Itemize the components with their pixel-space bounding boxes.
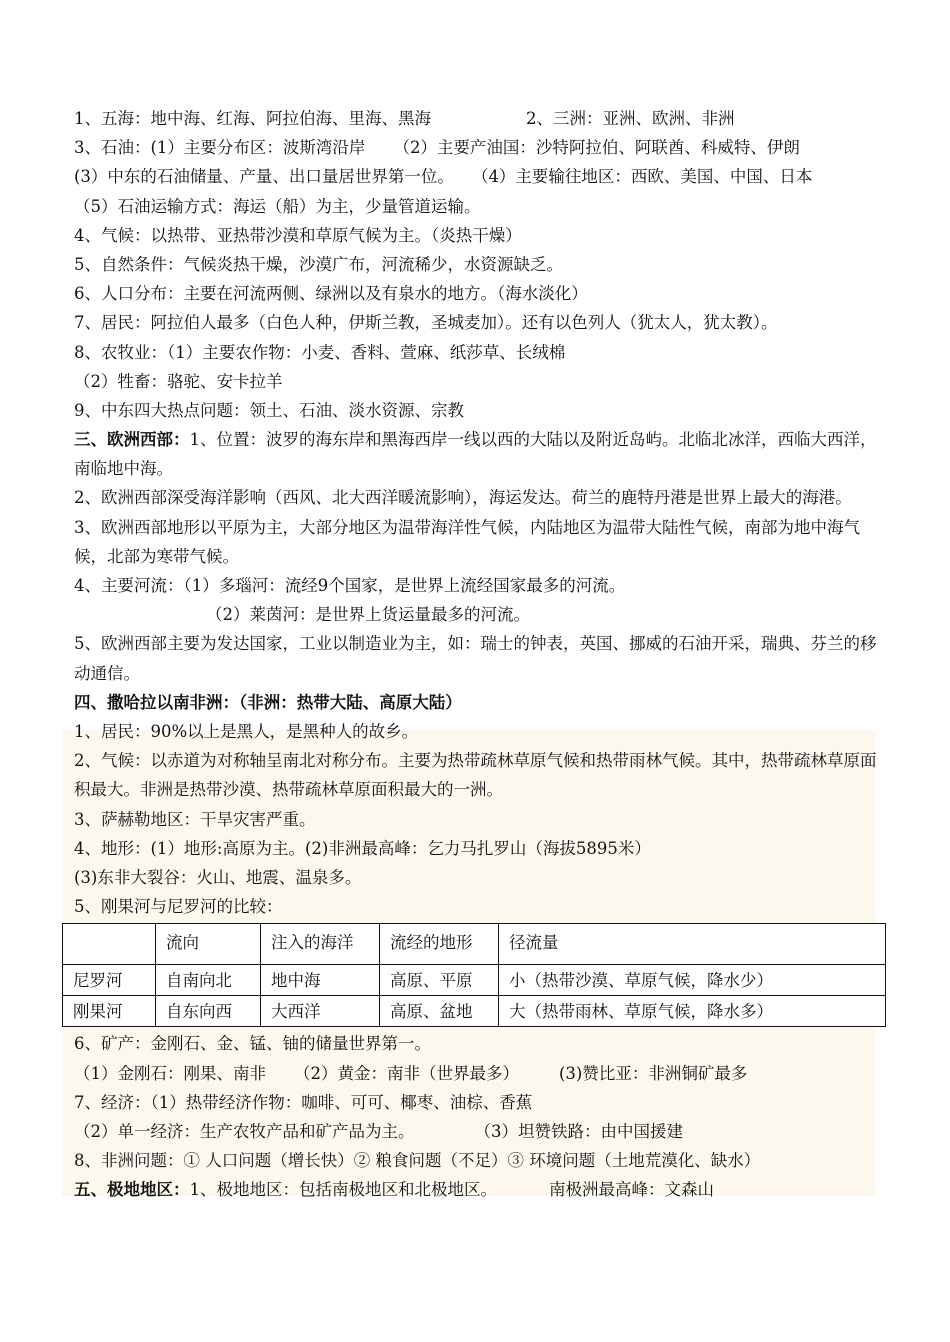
africa-economy: 7、经济：（1）热带经济作物：咖啡、可可、椰枣、油棕、香蕉 bbox=[74, 1092, 533, 1112]
europe-terrain: 3、欧洲西部地形以平原为主，大部分地区为温带海洋性气候，内陆地区为温带大陆性气候，南部为地中海气候，北部为寒带气候。 bbox=[74, 517, 860, 566]
climate: 4、气候：以热带、亚热带沙漠和草原气候为主。（炎热干燥） bbox=[74, 225, 522, 245]
table-row bbox=[63, 965, 886, 996]
line-minerals-detail bbox=[74, 1059, 886, 1088]
antarctic-peak: 南极洲最高峰：文森山 bbox=[549, 1180, 714, 1200]
africa-problems: 8、非洲问题：① 人口问题（增长快）② 粮食问题（不足）③ 环境问题（土地荒漠化、缺水） bbox=[74, 1151, 761, 1171]
line-oil-2 bbox=[74, 162, 886, 191]
three-continents: 2、三洲：亚洲、欧洲、非洲 bbox=[526, 109, 735, 128]
table-header-row bbox=[63, 924, 886, 965]
table-cell: 尼罗河 bbox=[63, 965, 156, 996]
africa-minerals: 6、矿产：金刚石、金、锰、铀的储量世界第一。 bbox=[74, 1034, 431, 1054]
oil-distribution: 3、石油：(1）主要分布区：波斯湾沿岸 bbox=[74, 138, 366, 158]
table-cell: 刚果河 bbox=[63, 996, 156, 1027]
sahel: 3、萨赫勒地区：干旱灾害严重。 bbox=[74, 809, 316, 829]
line-oil-1 bbox=[74, 133, 886, 162]
table-cell: 大（热带雨林、草原气候，降水多） bbox=[499, 996, 886, 1027]
agriculture: 8、农牧业：（1）主要农作物：小麦、香料、萱麻、纸莎草、长绒棉 bbox=[74, 342, 566, 362]
gold: （2）黄金：南非（世界最多） bbox=[294, 1063, 519, 1083]
table-cell: 地中海 bbox=[261, 965, 380, 996]
table-cell: 高原、平原 bbox=[380, 965, 499, 996]
europe-location: 1、位置：波罗的海东岸和黑海西岸一线以西的大陆以及附近岛屿。北临北冰洋，西临大西洋，南临地中海。 bbox=[74, 430, 877, 479]
population: 6、人口分布：主要在河流两侧、绿洲以及有泉水的地方。（海水淡化） bbox=[74, 284, 588, 304]
residents: 7、居民：阿拉伯人最多（白色人种，伊斯兰教，圣城麦加）。还有以色列人（犹太人，犹太教）。 bbox=[74, 313, 778, 333]
table-header-cell: 注入的海洋 bbox=[261, 924, 380, 965]
copper: (3)赞比亚：非洲铜矿最多 bbox=[559, 1063, 748, 1083]
section-heading: 三、欧洲西部： bbox=[74, 430, 190, 450]
table-row bbox=[63, 996, 886, 1027]
africa-residents: 1、居民：90%以上是黑人，是黑种人的故乡。 bbox=[74, 722, 419, 742]
river-comparison-table bbox=[62, 923, 886, 1027]
line-five-seas bbox=[74, 104, 886, 133]
section-heading: 四、撒哈拉以南非洲：（非洲：热带大陆、高原大陆） bbox=[74, 692, 462, 712]
europe-ocean: 2、欧洲西部深受海洋影响（西风、北大西洋暖流影响），海运发达。荷兰的鹿特丹港是世界上最大的海港。 bbox=[74, 488, 852, 508]
rift-valley: (3)东非大裂谷：火山、地震、温泉多。 bbox=[74, 868, 362, 888]
livestock: （2）牲畜：骆驼、安卡拉羊 bbox=[74, 371, 283, 391]
table-cell: 高原、盆地 bbox=[380, 996, 499, 1027]
oil-producers: （2）主要产油国：沙特阿拉伯、阿联酋、科威特、伊朗 bbox=[393, 138, 800, 158]
natural-conditions: 5、自然条件：气候炎热干燥，沙漠广布，河流稀少，水资源缺乏。 bbox=[74, 254, 563, 274]
oil-rank: (3）中东的石油储量、产量、出口量居世界第一位。 bbox=[74, 167, 454, 187]
europe-rivers: 4、主要河流：（1）多瑙河：流经9个国家，是世界上流经国家最多的河流。 bbox=[74, 576, 626, 596]
table-cell: 自东向西 bbox=[156, 996, 261, 1027]
tanzam-railway: （3）坦赞铁路：由中国援建 bbox=[474, 1121, 683, 1141]
europe-rhine: （2）莱茵河：是世界上货运量最多的河流。 bbox=[206, 605, 530, 625]
table-cell: 大西洋 bbox=[261, 996, 380, 1027]
line-polar bbox=[74, 1175, 886, 1204]
polar-regions: 1、极地地区：包括南极地区和北极地区。 bbox=[189, 1180, 497, 1200]
single-economy: （2）单一经济：生产农牧产品和矿产品为主。 bbox=[74, 1121, 415, 1141]
africa-climate: 2、气候：以赤道为对称轴呈南北对称分布。主要为热带疏林草原气候和热带雨林气候。其中，热带疏林草原面积最大。非洲是热带沙漠、热带疏林草原面积最大的一洲。 bbox=[74, 751, 877, 800]
oil-transport: （5）石油运输方式：海运（船）为主，少量管道运输。 bbox=[74, 196, 481, 216]
table-header-cell: 径流量 bbox=[499, 924, 886, 965]
table-cell: 自南向北 bbox=[156, 965, 261, 996]
africa-terrain: 4、地形：(1）地形:高原为主。(2)非洲最高峰：乞力马扎罗山（海拔5895米） bbox=[74, 838, 651, 858]
table-header-cell bbox=[63, 924, 156, 965]
document-body bbox=[74, 104, 886, 1205]
table-header-cell: 流经的地形 bbox=[380, 924, 499, 965]
five-seas: 1、五海：地中海、红海、阿拉伯海、里海、黑海 bbox=[74, 109, 431, 128]
line-economy-detail bbox=[74, 1117, 886, 1146]
section-western-europe bbox=[74, 425, 886, 483]
hotspot-issues: 9、中东四大热点问题：领土、石油、淡水资源、宗教 bbox=[74, 400, 464, 420]
oil-export: （4）主要输往地区：西欧、美国、中国、日本 bbox=[471, 167, 813, 187]
europe-industry: 5、欧洲西部主要为发达国家，工业以制造业为主，如：瑞士的钟表，英国、挪威的石油开采，瑞典、芬兰的移动通信。 bbox=[74, 634, 877, 683]
section-heading: 五、极地地区： bbox=[74, 1180, 190, 1200]
river-comparison-title: 5、刚果河与尼罗河的比较： bbox=[74, 897, 283, 917]
table-header-cell: 流向 bbox=[156, 924, 261, 965]
table-cell: 小（热带沙漠、草原气候，降水少） bbox=[499, 965, 886, 996]
diamond: （1）金刚石：刚果、南非 bbox=[74, 1063, 266, 1083]
